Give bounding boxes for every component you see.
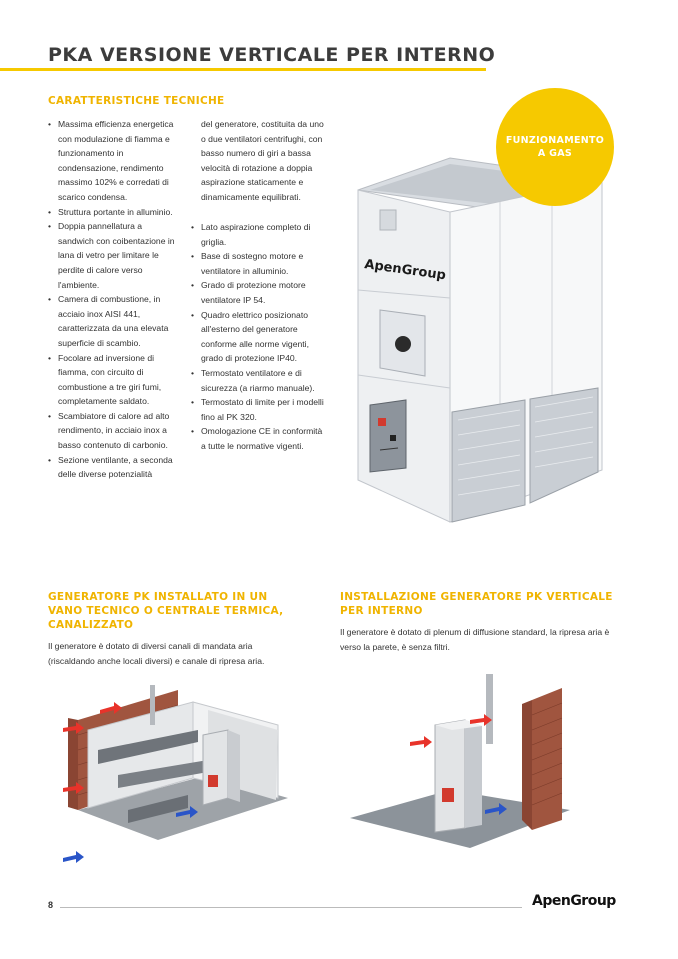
spec-item: • Omologazione CE in conformità a tutte le normative vigenti. bbox=[191, 424, 329, 453]
spec-item-continued: del generatore, costituita da uno o due ventilatori centrifughi, con basso numero di giri a bassa velocità di rotazione a doppia aspirazione staticamente e dinamicamente equilibrati. bbox=[201, 119, 324, 202]
spec-item: • Scambiatore di calore ad alto rendimento, in acciaio inox a basso contenuto di carbonio. bbox=[48, 409, 176, 453]
footer-rule bbox=[60, 907, 522, 908]
ducted-installation-illustration bbox=[58, 680, 298, 870]
specs-list-col1 bbox=[48, 117, 176, 482]
title-underline bbox=[0, 68, 486, 71]
spec-item: • Struttura portante in alluminio. bbox=[48, 205, 176, 220]
section-left-heading: GENERATORE PK INSTALLATO IN UN VANO TECNICO O CENTRALE TERMICA, CANALIZZATO bbox=[48, 591, 284, 631]
page-number: 8 bbox=[48, 900, 54, 910]
product-illustration bbox=[340, 150, 610, 530]
section-right-heading: INSTALLAZIONE GENERATORE PK VERTICALE PER INTERNO bbox=[340, 591, 613, 617]
spec-item: • Focolare ad inversione di fiamma, con circuito di combustione a tre giri fumi, completamente saldato. bbox=[48, 351, 176, 409]
spec-item: • Termostato ventilatore e di sicurezza (a riarmo manuale). bbox=[191, 366, 329, 395]
spec-item: • Massima efficienza energetica con modulazione di fiamma e funzionamento in condensazione, rendimento massimo 102% e corredati di scarico condensa. bbox=[48, 117, 176, 205]
specs-heading: CARATTERISTICHE TECNICHE bbox=[48, 95, 225, 107]
gas-operation-badge bbox=[496, 88, 614, 206]
vertical-installation-illustration bbox=[350, 670, 590, 860]
spec-item: • Termostato di limite per i modelli fino al PK 320. bbox=[191, 395, 329, 424]
page-title: PKA VERSIONE VERTICALE PER INTERNO bbox=[48, 44, 496, 66]
spec-item: • Camera di combustione, in acciaio inox AISI 441, caratterizzata da una elevata superficie di scambio. bbox=[48, 292, 176, 350]
spec-item: • Sezione ventilante, a seconda delle diverse potenzialità bbox=[48, 453, 176, 482]
spec-item: • Base di sostegno motore e ventilatore in alluminio. bbox=[191, 249, 329, 278]
spec-item: • Lato aspirazione completo di griglia. bbox=[191, 220, 329, 249]
section-right-text: Il generatore è dotato di plenum di diffusione standard, la ripresa aria è verso la parete, è senza filtri. bbox=[340, 627, 610, 652]
spec-item: • Grado di protezione motore ventilatore IP 54. bbox=[191, 278, 329, 307]
product-brand-label: ApenGroup bbox=[363, 257, 447, 284]
spec-item: • Doppia pannellatura a sandwich con coibentazione in lana di vetro per limitare le perdite di calore verso l'ambiente. bbox=[48, 219, 176, 292]
badge-line2: A GAS bbox=[537, 148, 573, 159]
badge-line1: FUNZIONAMENTO bbox=[505, 135, 605, 146]
specs-list-col2 bbox=[191, 220, 329, 454]
section-left-text: Il generatore è dotato di diversi canali di mandata aria (riscaldando anche locali diversi) e canale di ripresa aria. bbox=[48, 641, 265, 666]
spec-item: • Quadro elettrico posizionato all'esterno del generatore conforme alle norme vigenti, grado di protezione IP40. bbox=[191, 308, 329, 366]
footer-brand-logo: ApenGroup bbox=[532, 893, 616, 909]
